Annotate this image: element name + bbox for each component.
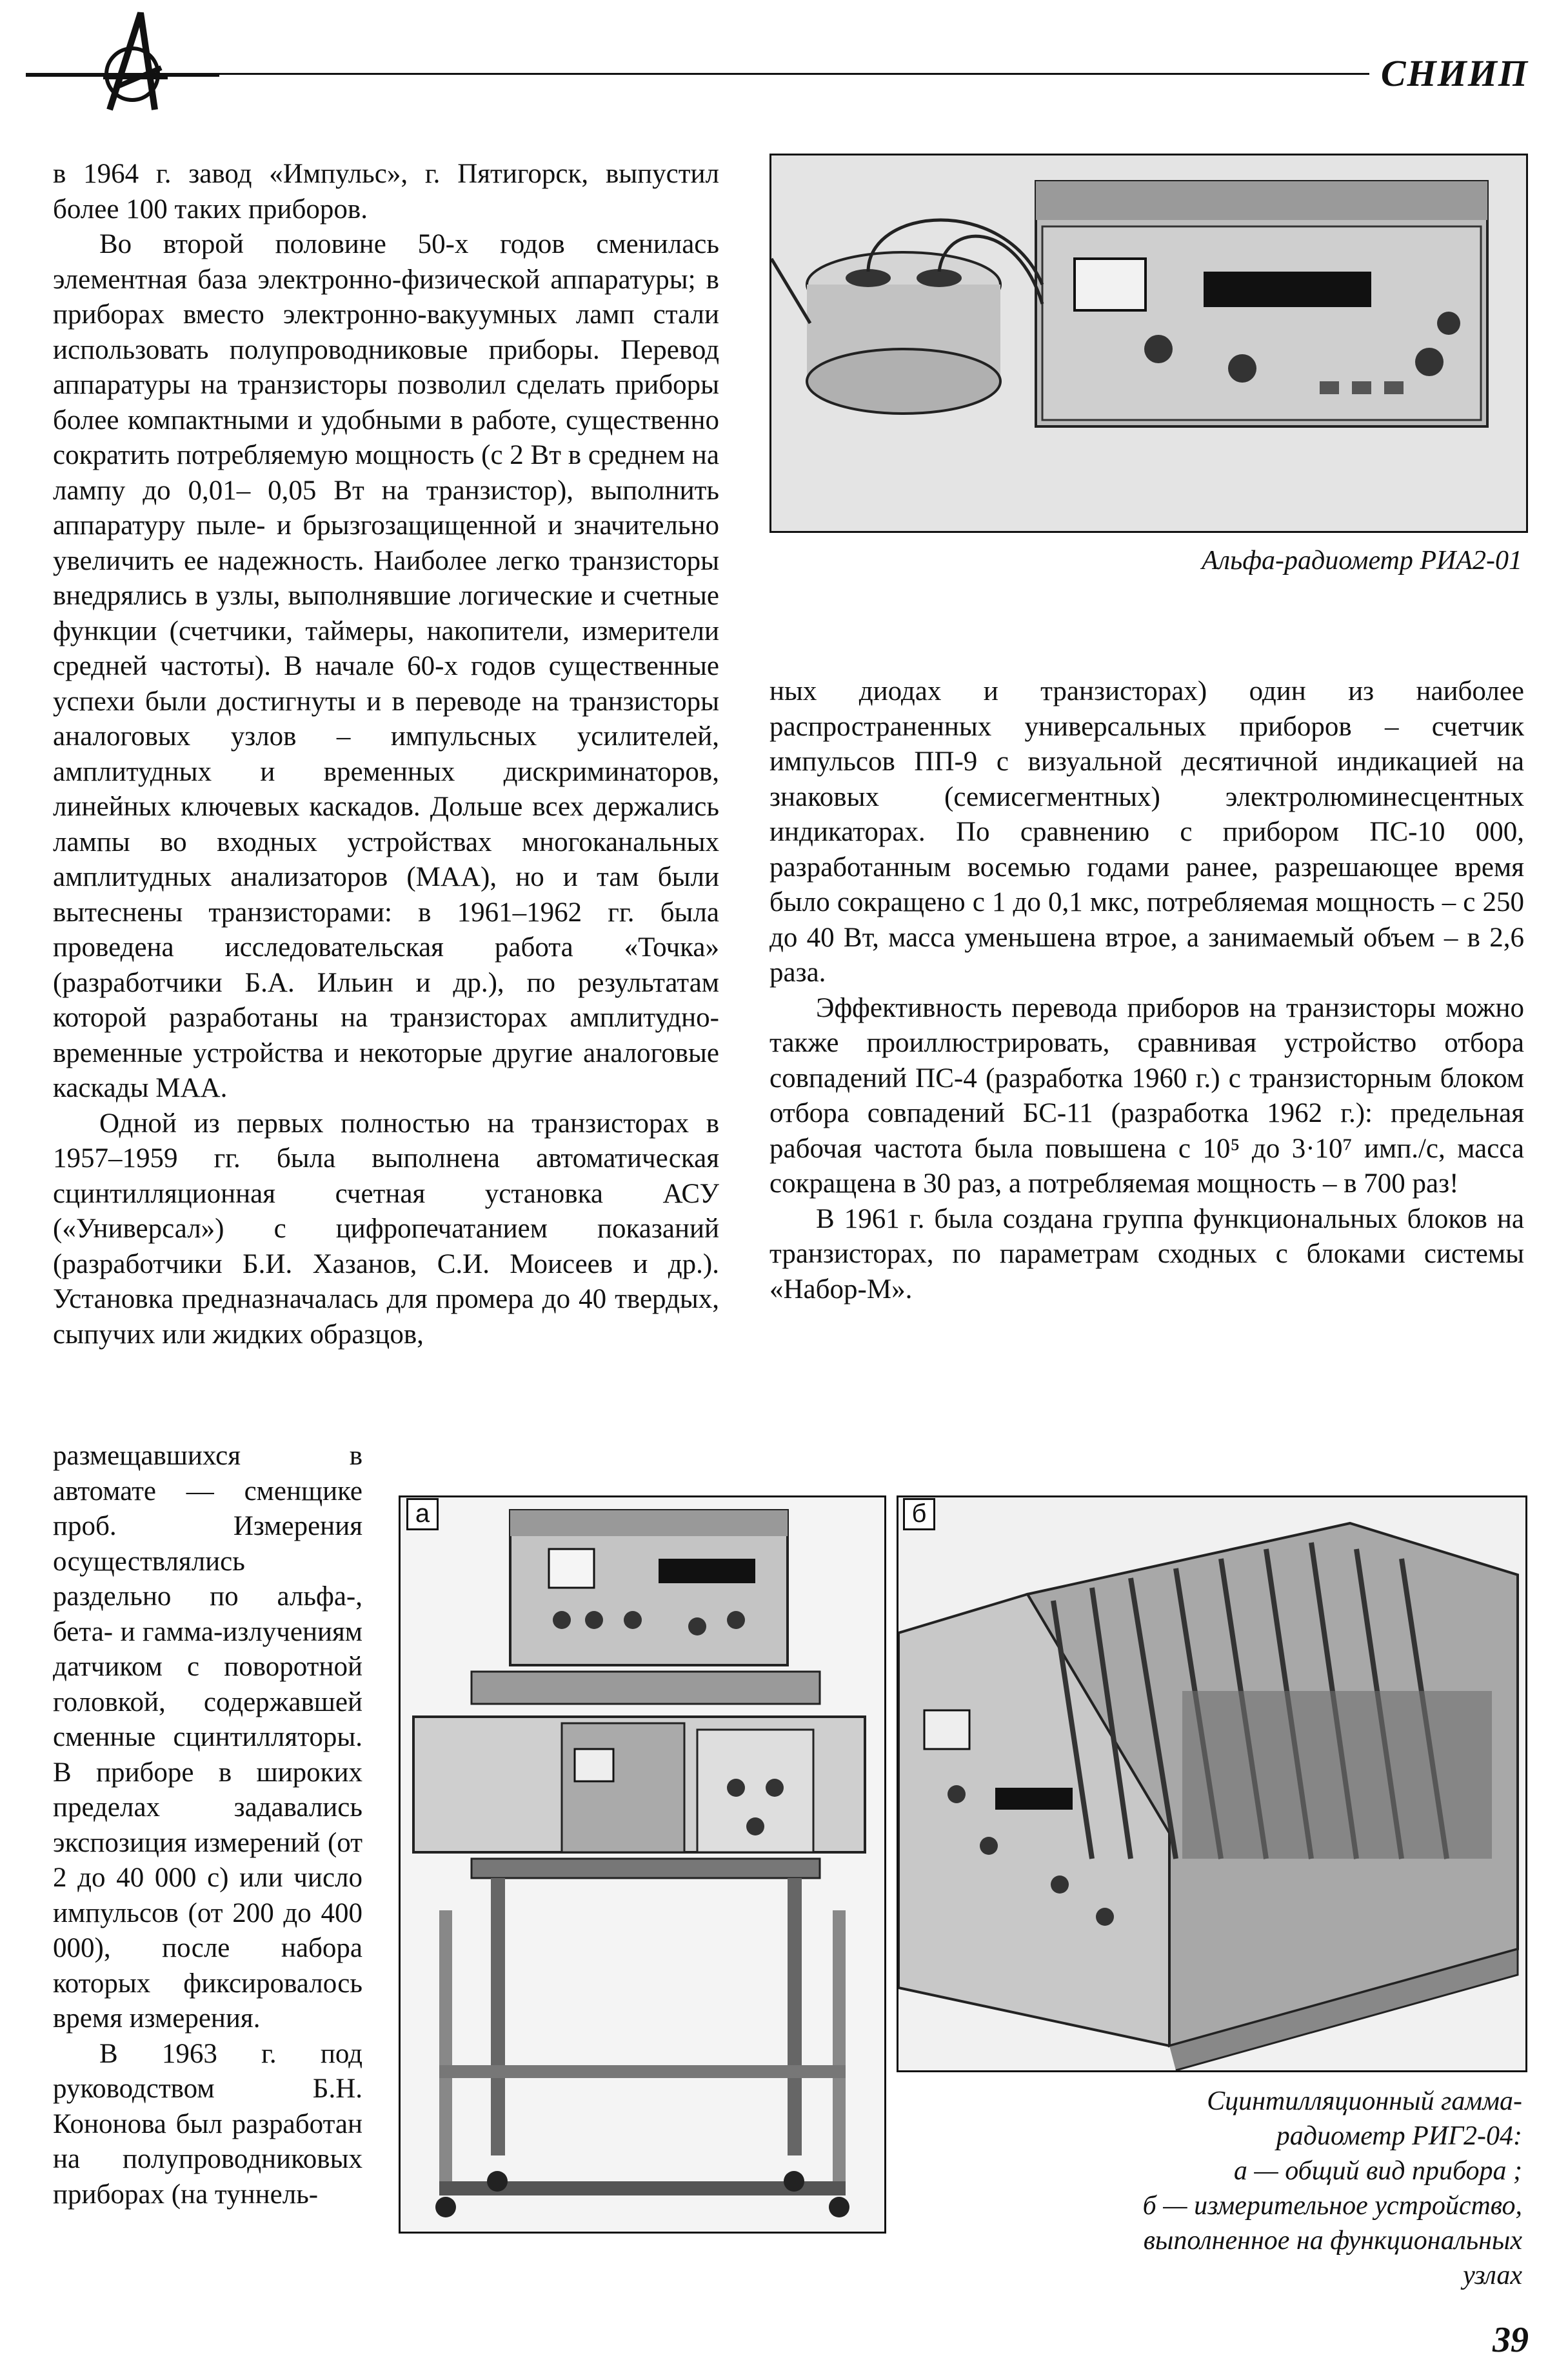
paragraph: Эффективность перевода приборов на транзисторы можно также проиллюстрировать, сравнивая устройство отбора совпадений ПС-4 (разработка 1960 г.) с транзисторным блоком отбора совпадений БС-11 (разработка 1962 г.): предельная рабочая частота была повышена с 10⁵ до 3·10⁷ имп./с, масса сокращена в 30 раз, а потребляемая мощность – в 700 раз! <box>769 992 1524 1199</box>
caption-line: узлах <box>1463 2261 1522 2290</box>
text-column-right <box>769 674 1524 1307</box>
text-column-narrow <box>53 1439 362 2212</box>
header-rule <box>219 73 1406 75</box>
figure-tag-b: б <box>903 1498 935 1530</box>
caption-line: Сцинтилляционный гамма- <box>1207 2086 1522 2116</box>
caption-line: радиометр РИГ2-04: <box>1276 2121 1522 2151</box>
paragraph: в 1964 г. завод «Импульс», г. Пятигорск, выпустил более 100 таких приборов. <box>53 159 719 225</box>
paragraph: ных диодах и транзисторах) один из наиболее распространенных универсальных приборов – счетчик импульсов ПП-9 с визуальной десятичной индикацией на знаковых (семисегментных) электролюминесцентных индикаторах. По сравнению с прибором ПС-10 000, разработанным восемью годами ранее, разрешающее время было сокращено с 1 до 0,1 мкс, потребляемая мощность – с 250 до 40 Вт, масса уменьшена втрое, а занимаемый объем – в 2,6 раза. <box>769 676 1524 988</box>
photo-alpha-radiometer <box>769 154 1528 533</box>
paragraph: размещавшихся в автомате — сменщике проб. Измерения осуществлялись раздельно по альфа-, бета- и гамма-излучениям датчиком с поворотной головкой, содержавшей сменные сцинтилляторы. В приборе в широких пределах задавались экспозиция измерений (от 2 до 40 000 с) или число импульсов (от 200 до 400 000), после набора которых фиксировалось время измерения. <box>53 1441 362 2034</box>
page-number: 39 <box>1493 2320 1529 2360</box>
photo-gamma-radiometer-general-view <box>399 1495 886 2234</box>
photo-measuring-device-modules <box>897 1495 1527 2072</box>
caption-line: выполненное на функциональных <box>1143 2226 1522 2255</box>
figure-tag-a: а <box>406 1498 439 1530</box>
paragraph: Во второй половине 50-х годов сменилась элементная база электронно-физической аппаратуры; в приборах вместо электронно-вакуумных ламп стали использовать полупроводниковые приборы. Перевод аппаратуры на транзисторы позволил сделать приборы более компактными и удобными в работе, существенно сократить потребляемую мощность (с 2 Вт в среднем на лампу до 0,01– 0,05 Вт на транзистор), выполнить аппаратуру пыле- и брызгозащищенной и значительно увеличить ее надежность. Наиболее легко транзисторы внедрялись в узлы, выполнявшие логические и счетные функции (счетчики, таймеры, накопители, измерители средней частоты). В начале 60-х годов существенные успехи были достигнуты и в переводе на транзисторы аналоговых узлов – импульсных усилителей, амплитудных и временных дискриминаторов, линейных ключевых каскадов. Дольше всех держались лампы во входных устройствах многоканальных амплитудных анализаторов (МАА), но и там были вытеснены транзисторами: в 1961–1962 гг. была проведена исследовательская работа «Точка» (разработчики Б.А. Ильин и др.), по результатам которой разработаны на транзисторах амплитудно-временные устройства и некоторые другие аналоговые каскады МАА. <box>53 229 719 1103</box>
text-column-left <box>53 157 719 1352</box>
paragraph: В 1963 г. под руководством Б.Н. Кононова был разработан на полупроводниковых приборах (на туннель- <box>53 2038 362 2210</box>
figure-caption-top: Альфа-радиометр РИА2-01 <box>1202 546 1522 575</box>
paragraph: В 1961 г. была создана группа функциональных блоков на транзисторах, по параметрам сходных с блоками системы «Набор-М». <box>769 1203 1524 1305</box>
caption-line: а — общий вид прибора ; <box>1233 2156 1522 2186</box>
section-title: СНИИП <box>1369 52 1529 95</box>
caption-line: б — измерительное устройство, <box>1142 2191 1522 2221</box>
figure-caption-bottom <box>1058 2084 1522 2293</box>
paragraph: Одной из первых полностью на транзисторах в 1957–1959 гг. была выполнена автоматическая сцинтилляционная счетная установка АСУ («Универсал») с цифропечатанием показаний (разработчики Б.И. Хазанов, С.И. Моисеев и др.). Установка предназначалась для промера до 40 твердых, сыпучих или жидких образцов, <box>53 1108 719 1350</box>
logo-icon <box>64 6 194 119</box>
